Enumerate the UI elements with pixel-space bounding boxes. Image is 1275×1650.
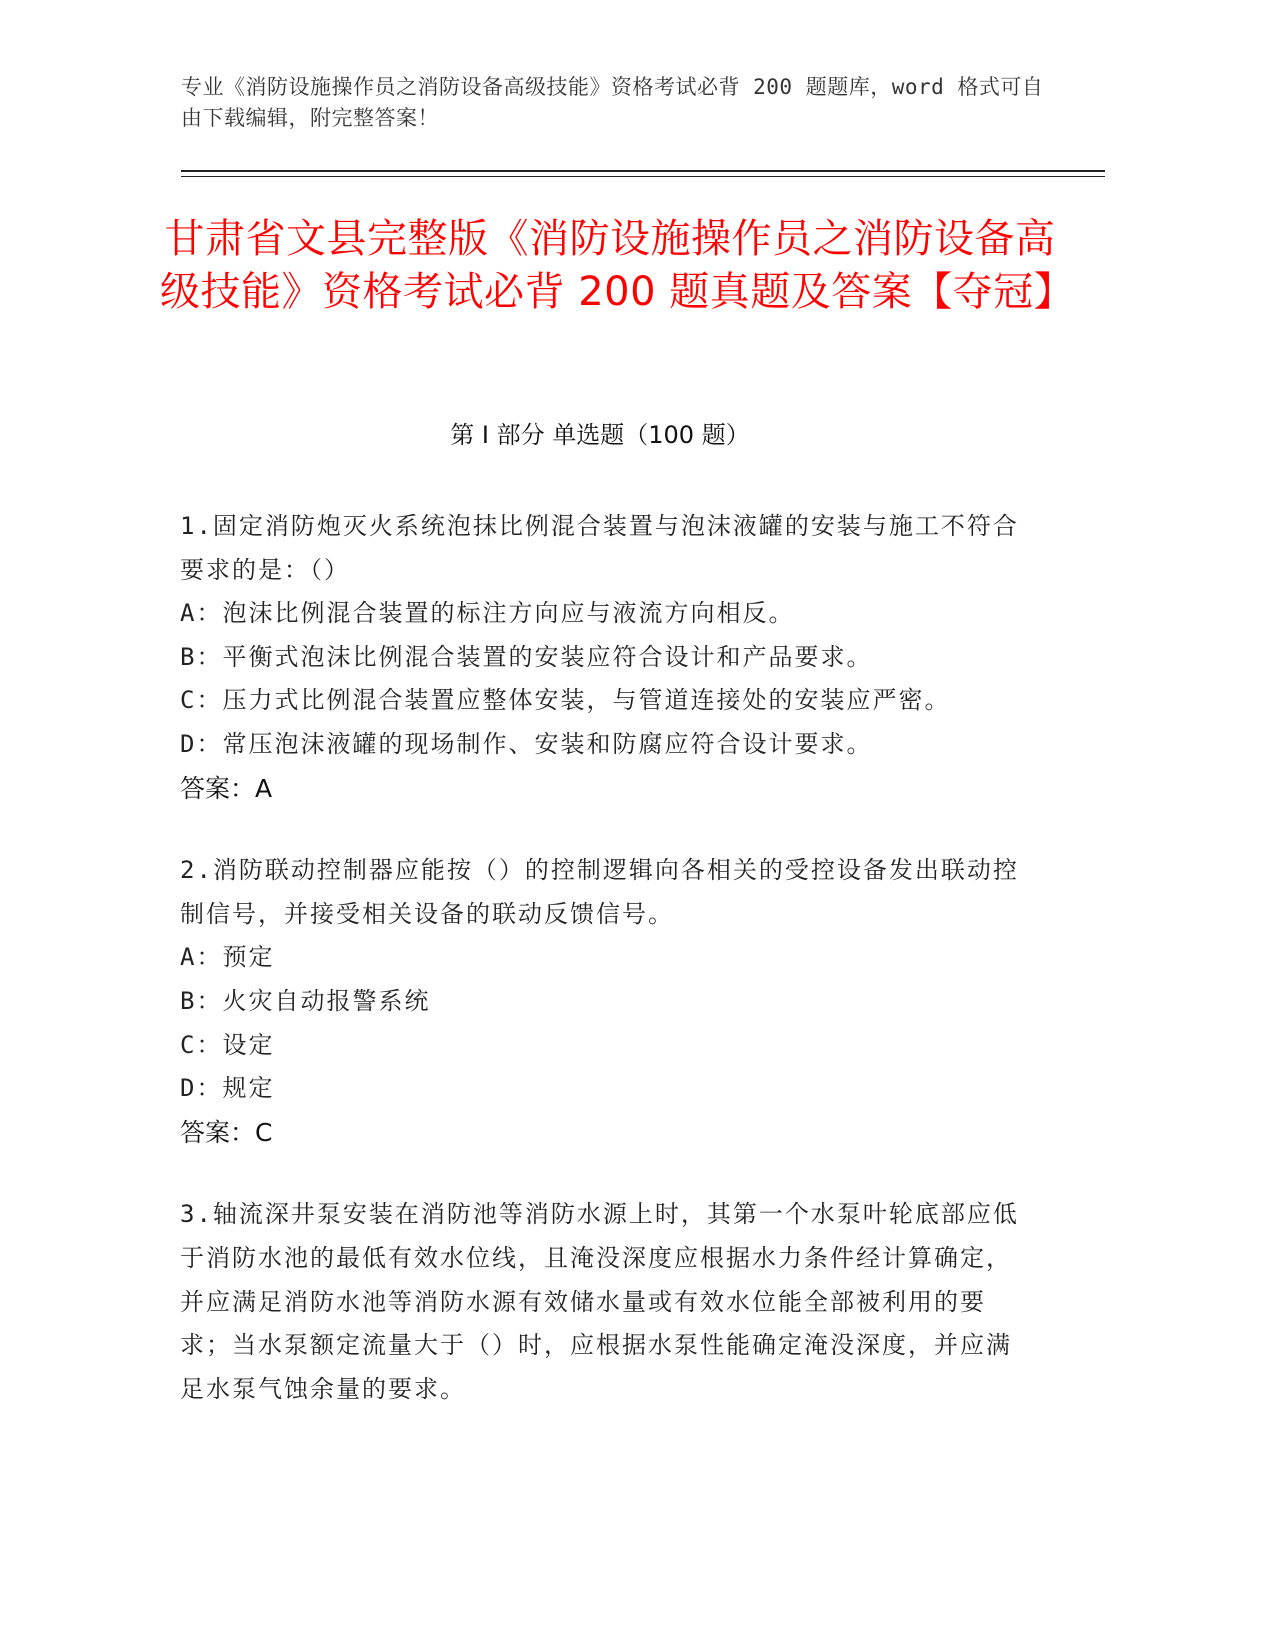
header-rule-thick — [181, 170, 1105, 172]
answer: 答案：C — [180, 1117, 273, 1147]
question-2 — [180, 849, 1020, 1154]
document-title: 甘肃省文县完整版《消防设施操作员之消防设备高级技能》资格考试必背 200 题真题及答案【夺冠】 — [160, 216, 1075, 315]
question-stem: 1.固定消防炮灭火系统泡抹比例混合装置与泡沫液罐的安装与施工不符合要求的是：（） — [180, 512, 1019, 584]
answer: 答案：A — [180, 773, 273, 803]
option-a: A：预定 — [180, 943, 275, 972]
question-3 — [180, 1193, 1020, 1411]
option-c: C：设定 — [180, 1030, 275, 1059]
header-rule-thin — [181, 176, 1105, 177]
option-d: D：规定 — [180, 1074, 275, 1103]
question-1 — [180, 505, 1020, 810]
option-b: B：平衡式泡沫比例混合装置的安装应符合设计和产品要求。 — [180, 642, 873, 671]
option-a: A：泡沫比例混合装置的标注方向应与液流方向相反。 — [180, 599, 795, 628]
header-note: 专业《消防设施操作员之消防设备高级技能》资格考试必背 200 题题库，word 格式可自由下载编辑，附完整答案！ — [181, 75, 1044, 130]
question-list — [180, 505, 1020, 1450]
option-c: C：压力式比例混合装置应整体安装，与管道连接处的安装应严密。 — [180, 686, 951, 715]
option-b: B：火灾自动报警系统 — [180, 986, 431, 1015]
option-d: D：常压泡沫液罐的现场制作、安装和防腐应符合设计要求。 — [180, 729, 873, 758]
question-stem: 3.轴流深井泵安装在消防池等消防水源上时，其第一个水泵叶轮底部应低于消防水池的最低有效水位线，且淹没深度应根据水力条件经计算确定，并应满足消防水池等消防水源有效储水量或有效水位能全部被利用的要求；当水泵额定流量大于（）时，应根据水泵性能确定淹没深度，并应满足水泵气蚀余量的要求。 — [180, 1200, 1019, 1403]
question-stem: 2.消防联动控制器应能按（）的控制逻辑向各相关的受控设备发出联动控制信号，并接受相关设备的联动反馈信号。 — [180, 856, 1019, 928]
section-heading: 第 I 部分 单选题（100 题） — [450, 421, 750, 449]
